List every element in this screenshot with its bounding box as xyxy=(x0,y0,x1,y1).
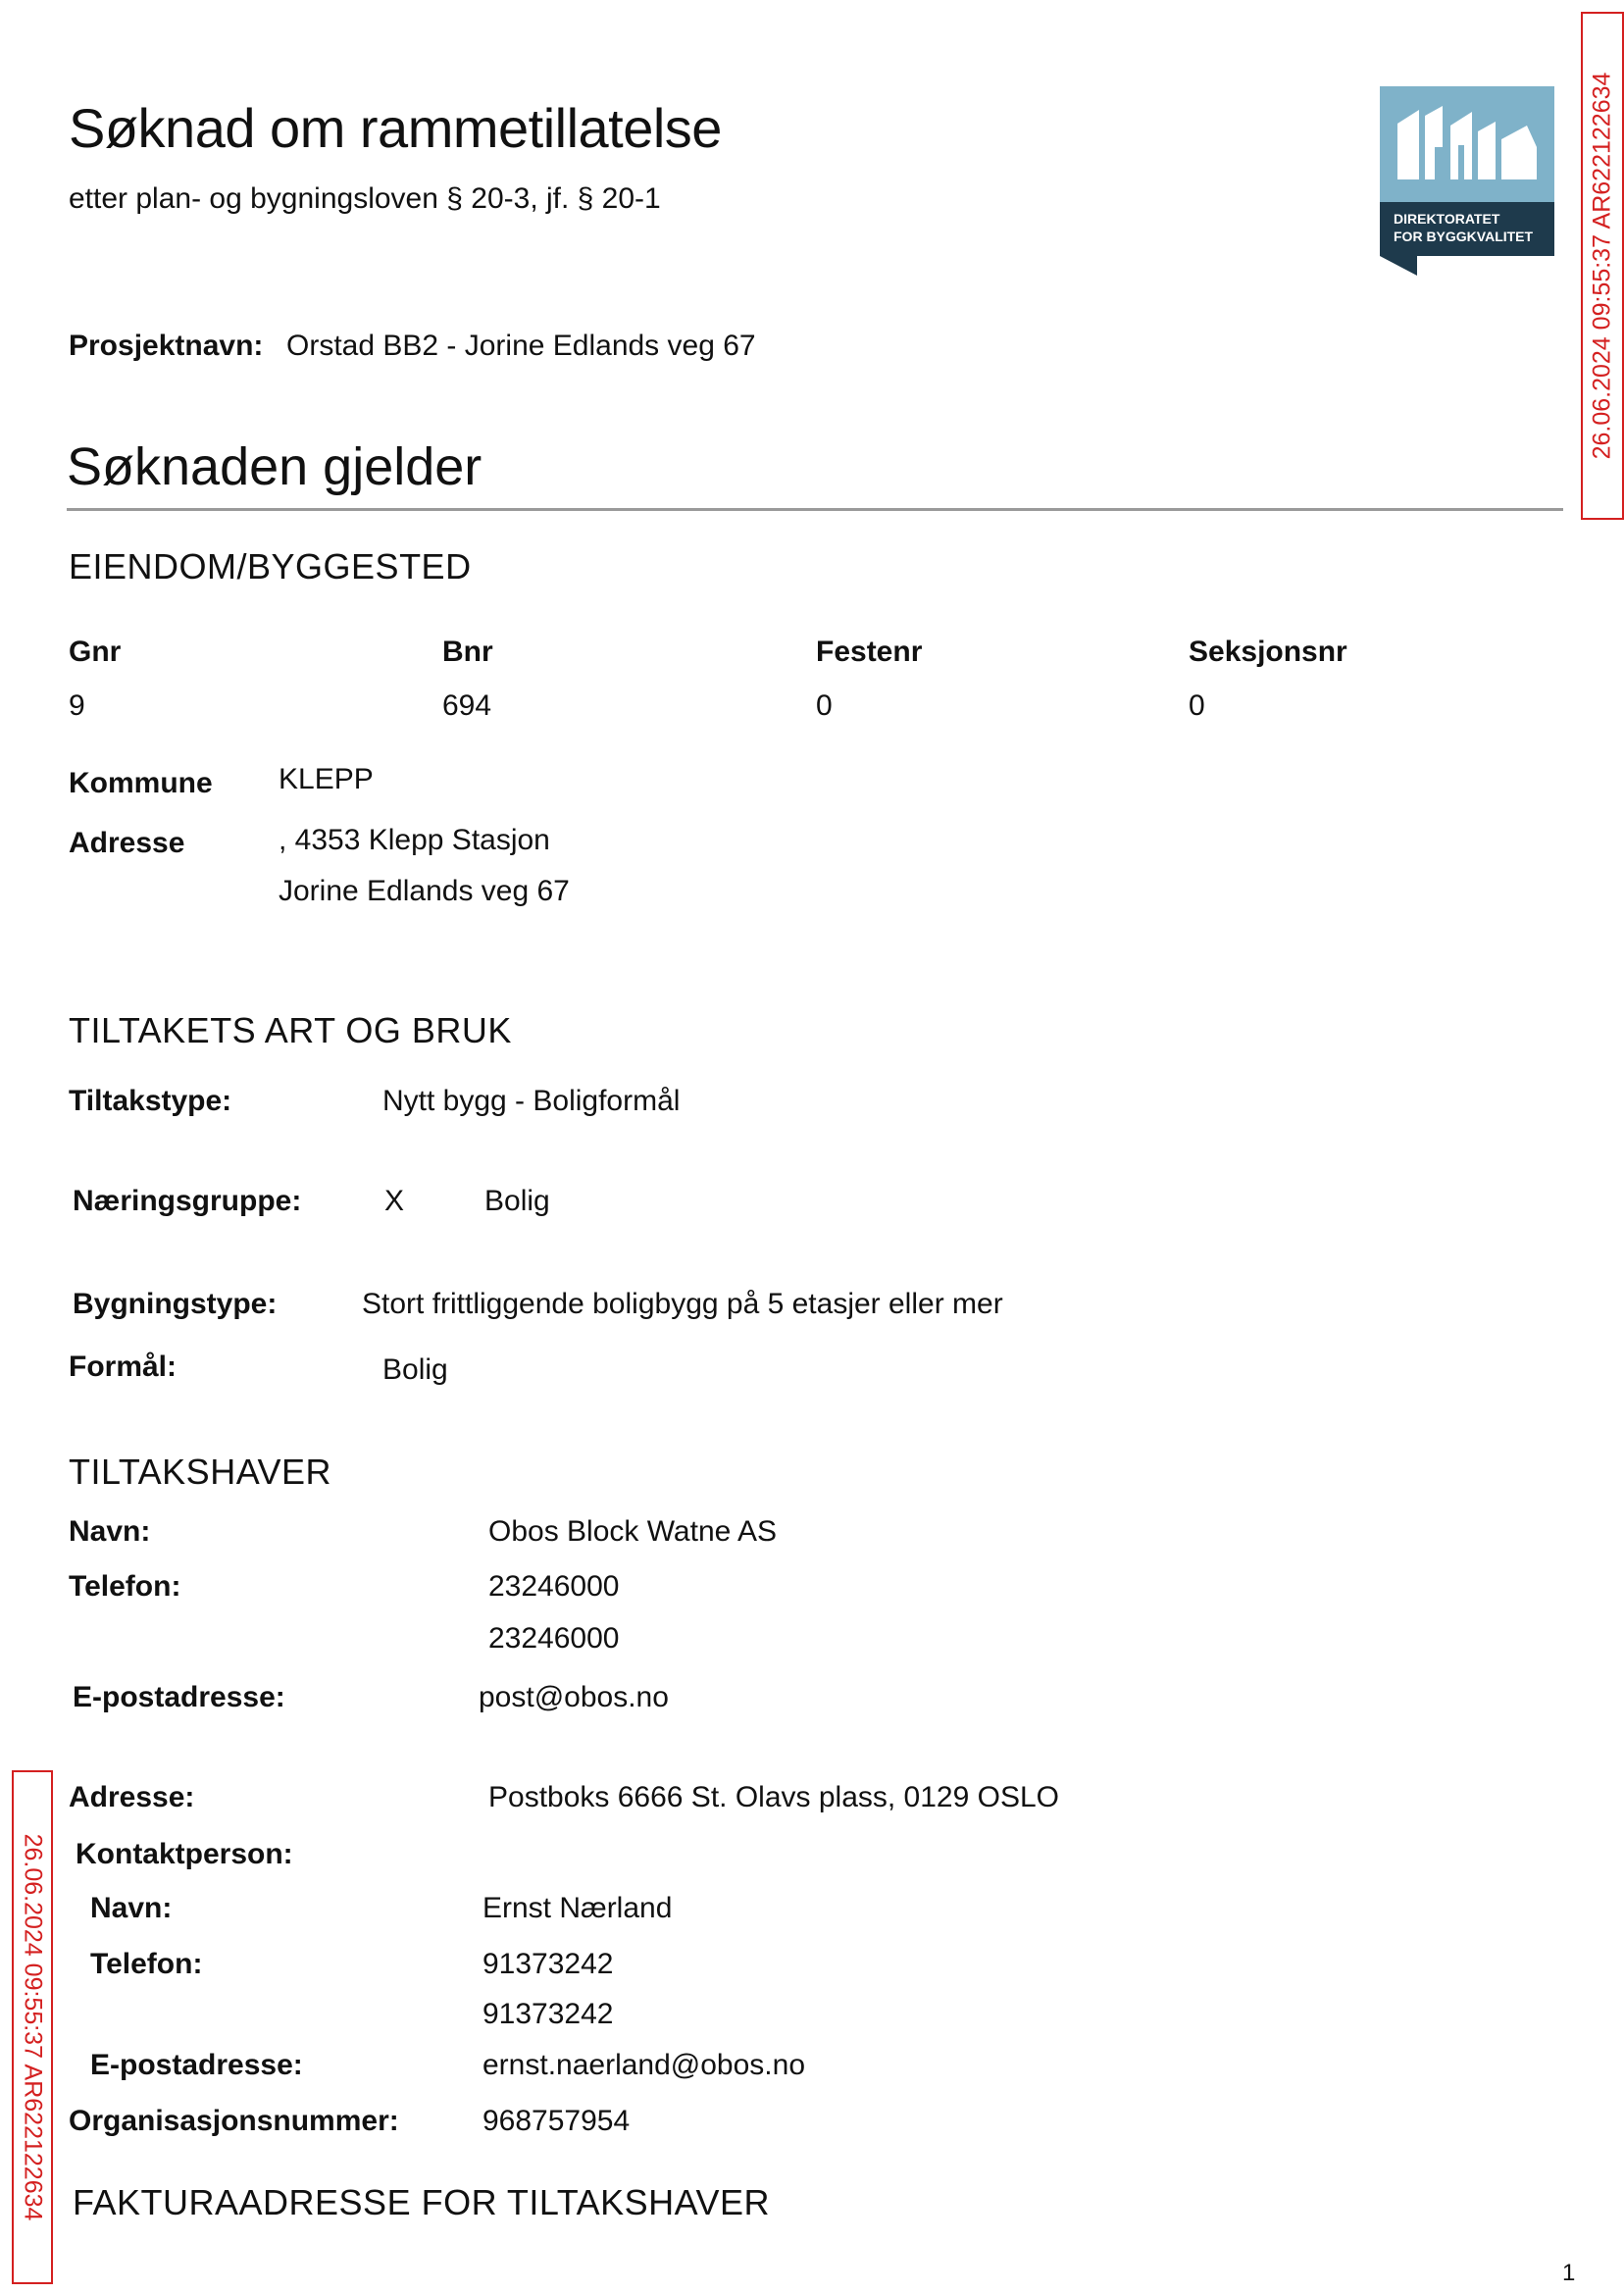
kp-navn-value: Ernst Nærland xyxy=(482,1892,673,1924)
svg-text:FOR BYGGKVALITET: FOR BYGGKVALITET xyxy=(1394,229,1534,244)
th-telefon-2: 23246000 xyxy=(488,1622,620,1655)
gnr-value: 9 xyxy=(69,689,85,722)
adresse-label: Adresse xyxy=(69,827,185,859)
seksjonsnr-label: Seksjonsnr xyxy=(1189,636,1347,668)
festenr-value: 0 xyxy=(816,689,833,722)
naeringsgruppe-code: X xyxy=(384,1185,405,1217)
naeringsgruppe-value: Bolig xyxy=(484,1185,550,1217)
th-telefon-1: 23246000 xyxy=(488,1570,620,1603)
th-navn-value: Obos Block Watne AS xyxy=(488,1515,778,1548)
th-adresse-label: Adresse: xyxy=(69,1781,195,1813)
tiltakstype-label: Tiltakstype: xyxy=(69,1085,232,1117)
kontaktperson-label: Kontaktperson: xyxy=(76,1838,293,1870)
kp-epost-label: E-postadresse: xyxy=(90,2049,303,2081)
kp-telefon-2: 91373242 xyxy=(482,1998,614,2030)
adresse-line2: Jorine Edlands veg 67 xyxy=(279,875,570,907)
tiltakstype-value: Nytt bygg - Boligformål xyxy=(382,1085,681,1117)
kommune-value: KLEPP xyxy=(279,763,374,795)
page-number: 1 xyxy=(1562,2260,1576,2286)
timestamp-stamp: 26.06.2024 09:55:37 AR622122634 xyxy=(1581,12,1624,520)
th-adresse-value: Postboks 6666 St. Olavs plass, 0129 OSLO xyxy=(488,1781,1059,1813)
document-subtitle: etter plan- og bygningsloven § 20-3, jf. § 20-1 xyxy=(69,182,661,215)
document-title: Søknad om rammetillatelse xyxy=(69,97,722,159)
faktura-heading: FAKTURAADRESSE FOR TILTAKSHAVER xyxy=(73,2182,770,2222)
logo-graphic xyxy=(1380,86,1554,276)
th-epost-value: post@obos.no xyxy=(479,1681,669,1713)
timestamp-stamp-side: 26.06.2024 09:55:37 AR622122634 xyxy=(12,1770,53,2284)
eiendom-heading: EIENDOM/BYGGESTED xyxy=(69,546,472,586)
formal-value: Bolig xyxy=(382,1353,448,1386)
formal-label: Formål: xyxy=(69,1351,178,1383)
bygningstype-value: Stort frittliggende boligbygg på 5 etasjer eller mer xyxy=(362,1288,1003,1320)
orgnr-label: Organisasjonsnummer: xyxy=(69,2105,399,2137)
gnr-label: Gnr xyxy=(69,636,122,668)
orgnr-value: 968757954 xyxy=(482,2105,631,2137)
kp-telefon-label: Telefon: xyxy=(90,1948,203,1980)
project-label: Prosjektnavn: xyxy=(69,330,264,362)
kp-telefon-1: 91373242 xyxy=(482,1948,614,1980)
kp-epost-value: ernst.naerland@obos.no xyxy=(482,2049,806,2081)
section-divider xyxy=(67,508,1563,511)
dibk-logo xyxy=(1380,86,1554,276)
naeringsgruppe-label: Næringsgruppe: xyxy=(73,1185,302,1217)
svg-text:DIREKTORATET: DIREKTORATET xyxy=(1394,211,1500,227)
kp-navn-label: Navn: xyxy=(90,1892,173,1924)
seksjonsnr-value: 0 xyxy=(1189,689,1205,722)
festenr-label: Festenr xyxy=(816,636,923,668)
bygningstype-label: Bygningstype: xyxy=(73,1288,278,1320)
adresse-line1: , 4353 Klepp Stasjon xyxy=(279,824,550,856)
project-value: Orstad BB2 - Jorine Edlands veg 67 xyxy=(286,330,756,362)
bnr-value: 694 xyxy=(442,689,492,722)
tiltakshaver-heading: TILTAKSHAVER xyxy=(69,1452,332,1492)
tiltak-heading: TILTAKETS ART OG BRUK xyxy=(69,1010,512,1050)
bnr-label: Bnr xyxy=(442,636,493,668)
th-epost-label: E-postadresse: xyxy=(73,1681,285,1713)
kommune-label: Kommune xyxy=(69,767,213,799)
th-navn-label: Navn: xyxy=(69,1515,151,1548)
section-title: Søknaden gjelder xyxy=(67,437,482,496)
th-telefon-label: Telefon: xyxy=(69,1570,181,1603)
